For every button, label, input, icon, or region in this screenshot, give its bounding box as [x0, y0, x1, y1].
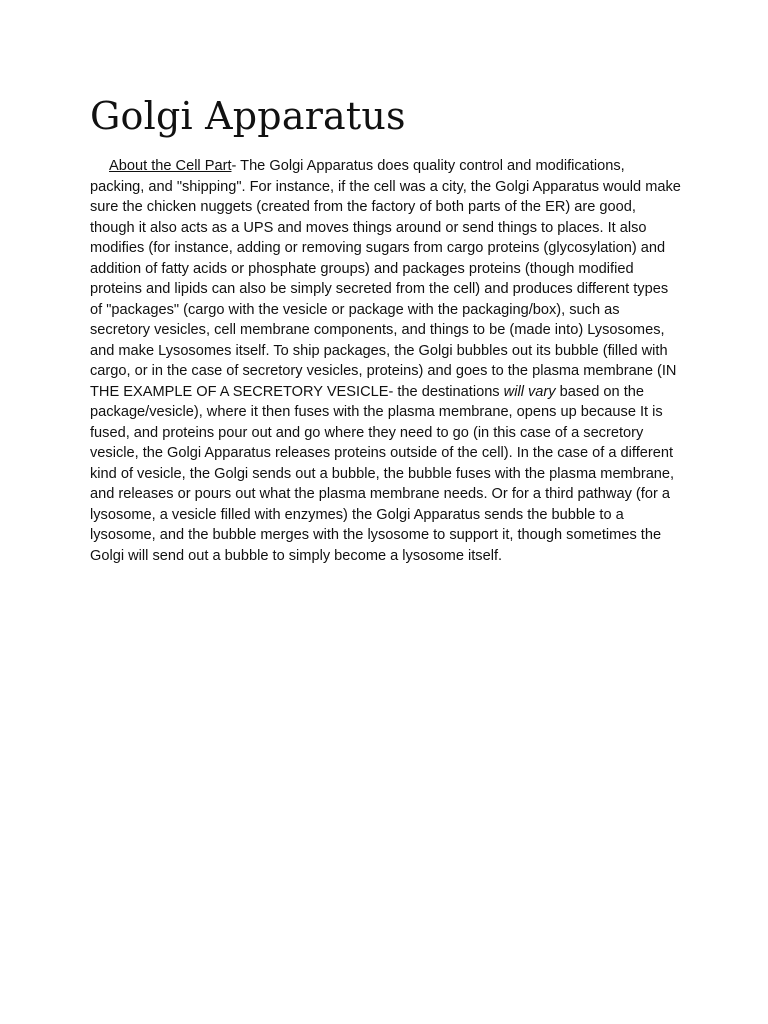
paragraph-text-part-2: based on the package/vesicle), where it then fuses with the plasma membrane, opens up because It is fused, and proteins pour out and go where they need to go (in this case of a secretory vesicle, the Golgi Apparatus releases proteins outside of the cell). In the case of a different kind of vesicle, the Golgi sends out a bubble, the bubble fuses with the plasma membrane, and releases or pours out what the plasma membrane needs. Or for a third pathway (for a lysosome, a vesicle filled with enzymes) the Golgi Apparatus sends the bubble to a lysosome, and the bubble merges with the lysosome to support it, though sometimes the Golgi will send out a bubble to simply become a lysosome itself. — [90, 383, 675, 564]
body-paragraph — [90, 156, 682, 566]
paragraph-text-part-1: - The Golgi Apparatus does quality control and modifications, packing, and "shipping". For instance, if the cell was a city, the Golgi Apparatus would make sure the chicken nuggets (created from the factory of both parts of the ER) are good, though it also acts as a UPS and moves things around or send things to places. It also modifies (for instance, adding or removing sugars from cargo proteins (glycosylation) and addition of fatty acids or phosphate groups) and packages proteins (though modified proteins and lipids can also be simply secreted from the cell) and produces different types of "packages" (cargo with the vesicle or package with the packaging/box), such as secretory vesicles, cell membrane components, and things to be (made into) Lysosomes, and make Lysosomes itself. To ship packages, the Golgi bubbles out its bubble (filled with cargo, or in the case of secretory vesicles, proteins) and goes to the plasma membrane (IN THE EXAMPLE OF A SECRETORY VESICLE- the destinations — [90, 158, 681, 400]
emphasized-text: will vary — [503, 383, 556, 400]
page-title: Golgi Apparatus — [90, 94, 406, 138]
section-label: About the Cell Part — [109, 158, 232, 174]
